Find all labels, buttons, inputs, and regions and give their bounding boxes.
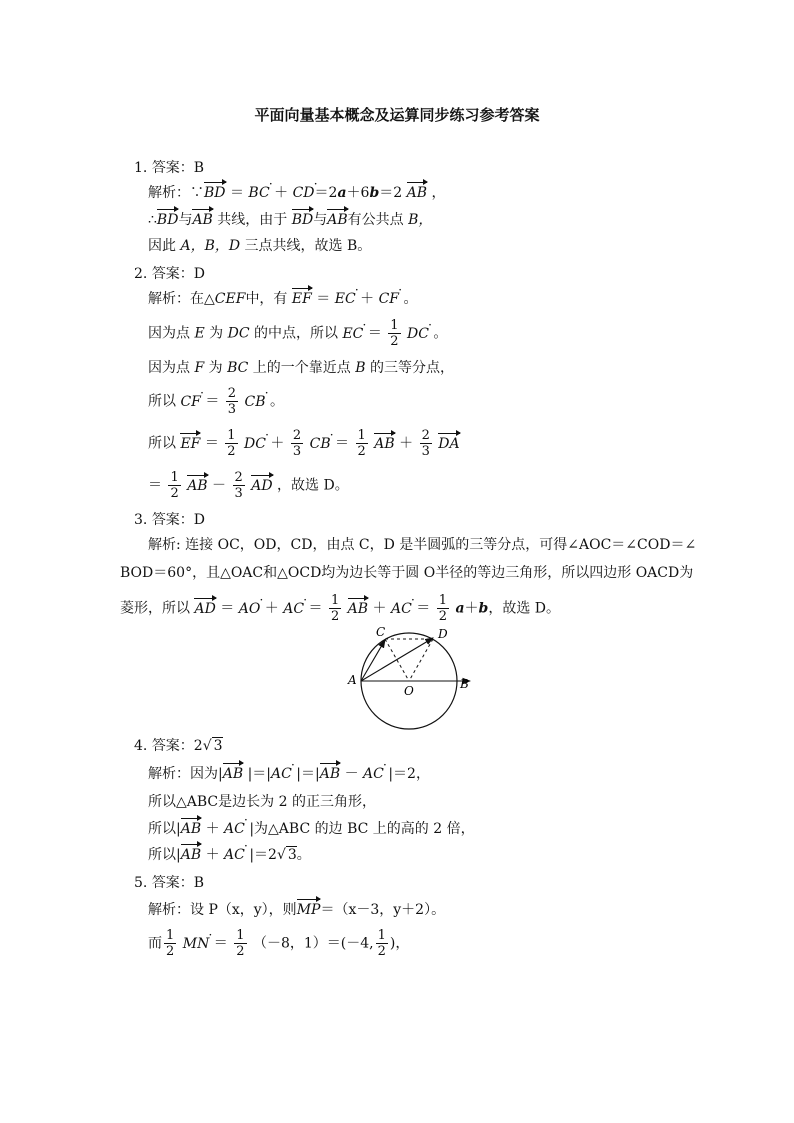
q1-line2: ∴BD与AB 共线，由于 BD与AB有公共点 B， (148, 212, 433, 228)
q2-line1: 解析：在△CEF中，有 EF ＝ EC · ＋ CF · 。 (148, 289, 417, 309)
q2-line2: 因为点 E 为 DC 的中点，所以 EC · ＝ $\frac{1}{2}$ DC · 。 (148, 318, 447, 349)
vector-ad (361, 638, 433, 681)
label-o: O (404, 684, 414, 698)
circle-diagram (340, 620, 480, 732)
label-d: D (438, 627, 448, 641)
q2-line4: 所以 CF · ＝ $\frac{2}{3}$ CB · 。 (148, 386, 284, 417)
page-title: 平面向量基本概念及运算同步练习参考答案 (254, 106, 540, 124)
q2-answer: 2. 答案：D (134, 266, 206, 282)
q2-line5: 所以 EF ＝ $\frac{1}{2}$ DC · ＋ $\frac{2}{3}$ CB · ＝ $\frac{1}{2}$ AB ＋ $\frac{2}{3}$ DA (148, 428, 460, 459)
label-c: C (376, 625, 386, 639)
q1-line3: 因此 A，B，D 三点共线，故选 B。 (148, 238, 372, 254)
q1-answer: 1. 答案：B (134, 160, 205, 176)
label-a: A (348, 673, 357, 687)
q1-line1: 解析：∵BD ＝ BC · ＋ CD ·＝2a＋6b＝2 AB ， (148, 183, 445, 203)
q4-line1: 解析：因为|AB |＝|AC · |＝|AB － AC · |＝2， (148, 764, 430, 784)
q4-line2: 所以△ABC是边长为 2 的正三角形， (148, 794, 376, 810)
q3-line3: 菱形，所以 AD ＝ AO · ＋ AC · ＝ $\frac{1}{2}$ AB ＋ AC · ＝ $\frac{1}{2}$ a＋b，故选 D。 (120, 593, 560, 624)
q2-line3: 因为点 F 为 BC 上的一个靠近点 B 的三等分点， (148, 360, 454, 376)
q5-line2: 而 $\frac{1}{2}$ MN · ＝ $\frac{1}{2}$ （－8，1）＝(－4, $\frac{1}{2}$ )， (148, 928, 409, 959)
q4-line3: 所以|AB ＋ AC · |为△ABC 的边 BC 上的高的 2 倍， (148, 819, 475, 839)
q4-answer: 4. 答案：2√ 3 (134, 738, 223, 754)
q2-line6: ＝ $\frac{1}{2}$ AB － $\frac{2}{3}$ AD ，故选 D。 (148, 470, 349, 501)
q4-line4: 所以|AB ＋ AC · |＝2√ 3。 (148, 845, 311, 865)
q3-line1: 解析: 连接 OC，OD，CD，由点 C，D 是半圆弧的三等分点，可得∠AOC＝∠COD＝∠ (148, 537, 697, 553)
segment-co (385, 639, 409, 681)
vector-ac (361, 640, 385, 681)
q3-line2: BOD＝60°，且△OAC和△OCD均为边长等于圆 O半径的等边三角形，所以四边形 OACD为 (120, 565, 694, 581)
q5-line1: 解析：设 P（x，y），则MP＝（x－3，y＋2）。 (148, 902, 446, 918)
q3-answer: 3. 答案：D (134, 512, 206, 528)
label-b: B (460, 677, 469, 691)
q5-answer: 5. 答案：B (134, 875, 205, 891)
